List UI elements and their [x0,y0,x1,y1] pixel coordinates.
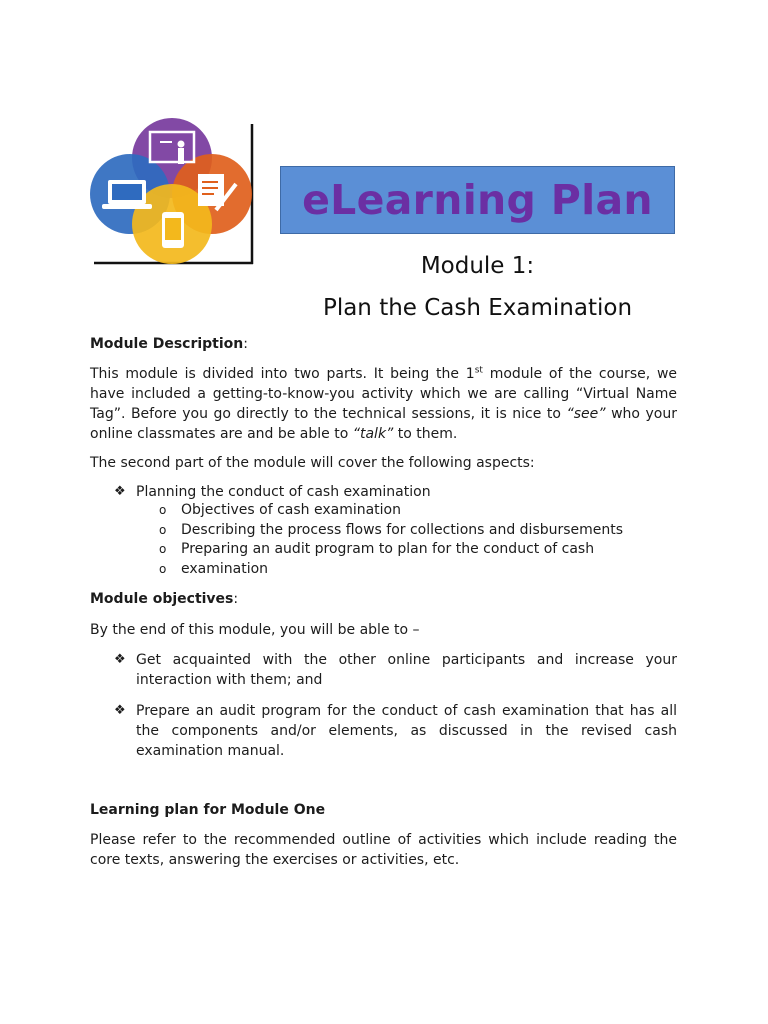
circle-bullet-icon: o [159,542,167,556]
module-number: Module 1: [420,253,535,279]
list-item: ❖ Planning the conduct of cash examination [114,484,431,500]
description-paragraph: This module is divided into two parts. It being the 1st module of the course, we have included a getting-to-know-you activity which we are calling “Virtual Name Tag”. Before you go directly to the technical sessions, it is nice to “see” who your online classmates are and be able to “talk” to them. [90,365,678,442]
sub-list-item: o Describing the process flows for collections and disbursements [159,521,679,541]
module-objectives-heading: Module objectives: [90,591,239,607]
second-part-paragraph: The second part of the module will cover the following aspects: [90,455,535,471]
diamond-bullet-icon: ❖ [114,703,126,718]
learning-plan-heading: Learning plan for Module One [90,802,326,818]
list-item: ❖ Get acquainted with the other online participants and increase your interaction with them; and [114,652,677,688]
diamond-bullet-icon: ❖ [114,484,126,499]
sub-list-item: o Preparing an audit program to plan for the conduct of cash examination [159,540,679,579]
learning-plan-paragraph: Please refer to the recommended outline of activities which include reading the core texts, answering the exercises or activities, etc. [90,832,677,868]
module-name: Plan the Cash Examination [322,295,633,321]
elearning-logo [90,118,256,266]
objectives-intro: By the end of this module, you will be able to – [90,622,420,638]
document-title: eLearning Plan [302,176,653,224]
sub-list-item [159,560,679,580]
sub-list-item: o Objectives of cash examination [159,501,679,521]
circle-bullet-icon: o [159,523,167,537]
circle-bullet-icon: o [159,562,167,576]
module-description-heading: Module Description: [90,336,248,352]
title-banner [280,166,675,234]
diamond-bullet-icon: ❖ [114,652,126,667]
list-item: ❖ Prepare an audit program for the conduct of cash examination that has all the components and/or elements, as discussed in the revised cash examination manual. [114,703,677,759]
circle-bullet-icon: o [159,503,167,517]
